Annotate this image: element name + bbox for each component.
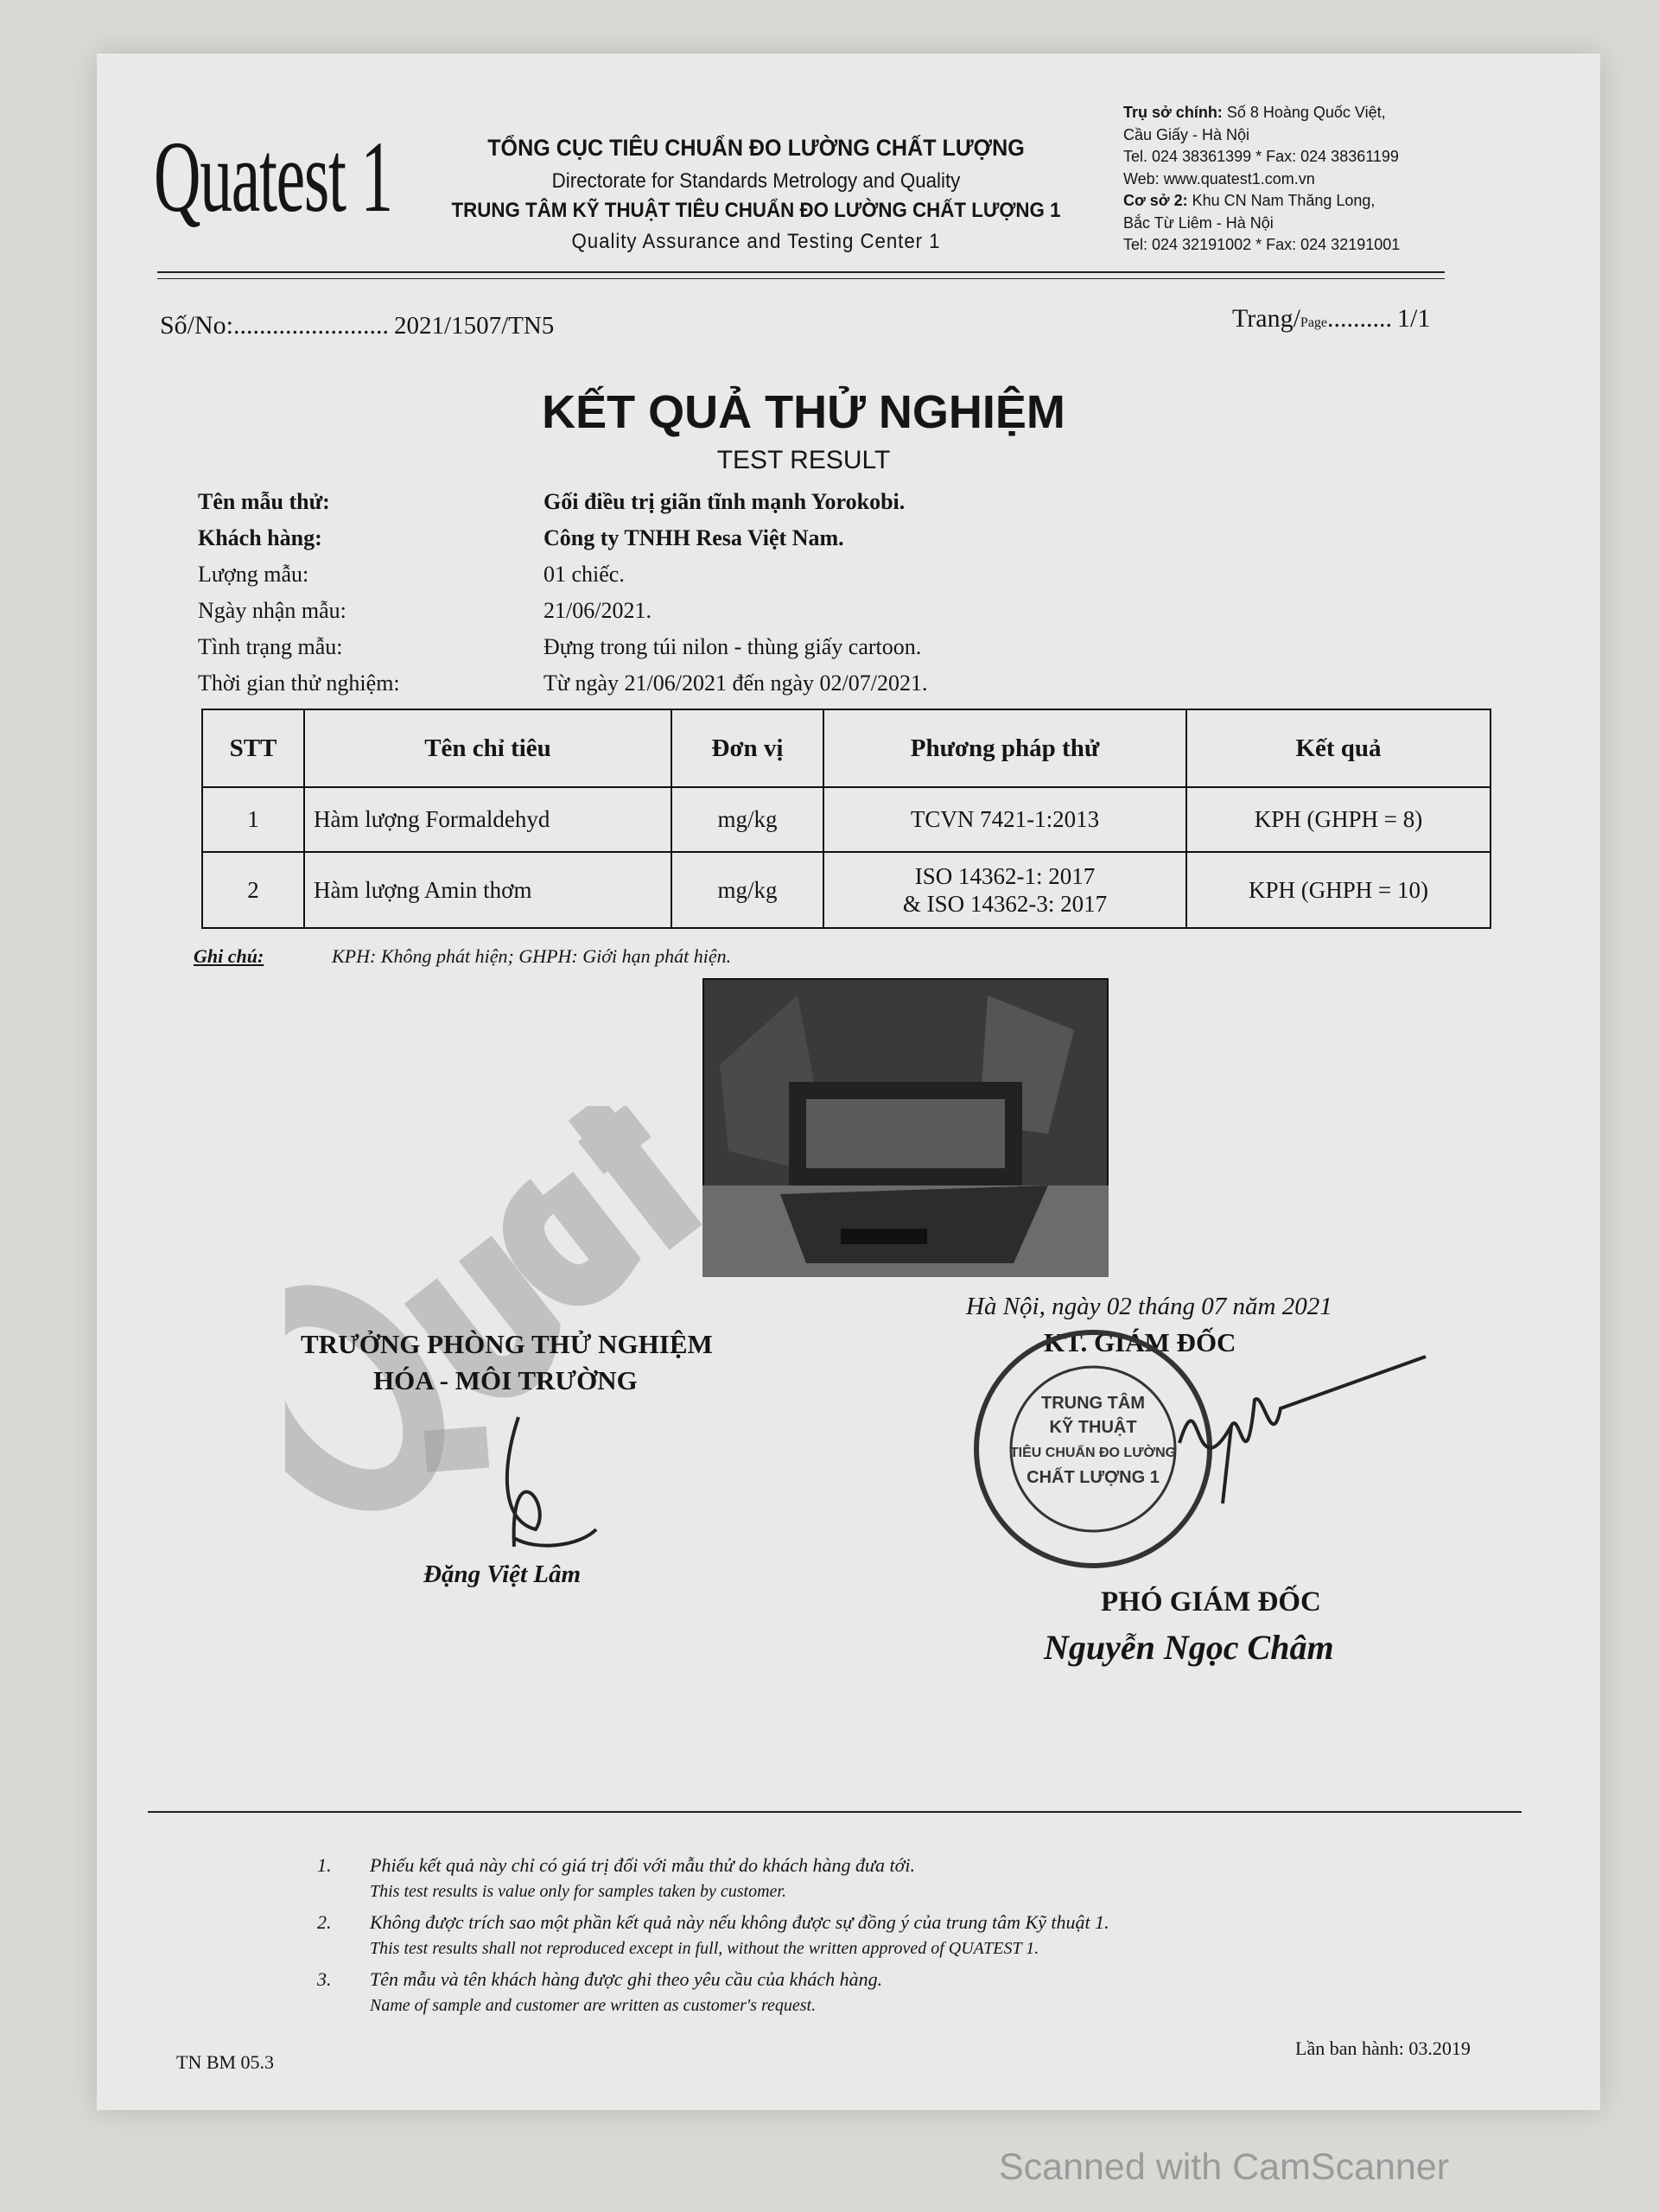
footer-rule [148,1811,1522,1813]
col-header: Tên chỉ tiêu [304,709,671,787]
dots: .......... [1327,304,1393,333]
document-title: KẾT QUẢ THỬ NGHIỆM [542,386,1065,438]
info-row [198,665,928,702]
address-label: Cơ sở 2: [1123,192,1188,209]
address-text: Bắc Từ Liêm - Hà Nội [1123,213,1274,232]
left-signer-dept: HÓA - MÔI TRƯỜNG [373,1365,638,1395]
footer-note-vi: Không được trích sao một phần kết quả này nếu không được sự đồng ý của trung tâm Kỹ thuật 1. [370,1911,1109,1933]
camscanner-watermark: Scanned with CamScanner [999,2146,1450,2188]
page-label-small: Page [1300,315,1328,330]
footer-note-vi: Tên mẫu và tên khách hàng được ghi theo yêu cầu của khách hàng. [370,1968,883,1990]
org-line-4: Quality Assurance and Testing Center 1 [571,230,941,253]
right-signature [1179,1357,1426,1448]
method-line: & ISO 14362-3: 2017 [902,891,1108,917]
footer-note-en: This test results is value only for samples taken by customer. [370,1882,786,1901]
info-value: 01 chiếc. [543,562,625,587]
dots: ........................ [233,311,390,340]
info-value: 21/06/2021. [543,598,652,623]
address-text: Số 8 Hoàng Quốc Việt, [1222,104,1386,121]
page-label: Trang/ [1232,304,1300,333]
info-row [198,629,928,665]
stamp-text: CHẤT LƯỢNG 1 [1027,1468,1160,1487]
page-value: 1/1 [1397,304,1431,333]
doc-number-value: 2021/1507/TN5 [394,312,555,340]
header-rule [157,278,1445,279]
cell-name: Hàm lượng Amin thơm [304,852,671,928]
right-signer-prefix: KT. GIÁM ĐỐC [1044,1327,1236,1357]
doc-number-label: Số/No: [160,311,234,340]
info-value: Công ty TNHH Resa Việt Nam. [543,525,844,550]
footer-note-number: 3. [317,1968,332,1990]
web-text: Web: www.quatest1.com.vn [1123,169,1315,188]
quatest-logo: Quatest 1 [154,120,392,233]
cell-result: KPH (GHPH = 8) [1186,787,1491,852]
left-signature [484,1408,622,1555]
info-value: Từ ngày 21/06/2021 đến ngày 02/07/2021. [543,671,928,696]
issue-version: Lần ban hành: 03.2019 [1295,2037,1471,2059]
note-label: Ghi chú: [194,945,264,967]
right-signer-name: Nguyễn Ngọc Châm [1044,1628,1334,1667]
footer-note-number: 1. [317,1854,332,1876]
info-row [198,484,928,520]
col-header: Phương pháp thử [823,709,1186,787]
org-line-3: TRUNG TÂM KỸ THUẬT TIÊU CHUẨN ĐO LƯỜNG CHẤT LƯỢNG 1 [451,199,1061,222]
table-header [202,709,1491,787]
info-label: Lượng mẫu: [198,562,309,587]
results-table [201,709,1491,929]
cell-stt: 2 [202,852,304,928]
cell-method: TCVN 7421-1:2013 [823,787,1186,852]
info-label: Khách hàng: [198,525,322,550]
col-header: Kết quả [1186,709,1491,787]
info-label: Tình trạng mẫu: [198,634,343,659]
cell-name: Hàm lượng Formaldehyd [304,787,671,852]
stamp-text: TRUNG TÂM [1041,1394,1145,1413]
info-value: Gối điều trị giãn tĩnh mạnh Yorokobi. [543,489,906,514]
phone-text: Tel: 024 32191002 * Fax: 024 32191001 [1123,236,1401,253]
note-text: KPH: Không phát hiện; GHPH: Giới hạn phát hiện. [332,945,732,967]
footer-note-en: This test results shall not reproduced except in full, without the written approved of QUATEST 1. [370,1939,1039,1958]
table-row [202,787,1491,852]
signing-date: Hà Nội, ngày 02 tháng 07 năm 2021 [966,1293,1332,1320]
header-rule [157,271,1445,273]
info-label: Thời gian thử nghiệm: [198,671,400,696]
footer-note-vi: Phiếu kết quả này chỉ có giá trị đối với mẫu thử do khách hàng đưa tới. [370,1854,915,1876]
info-label: Ngày nhận mẫu: [198,598,346,623]
left-signer-name: Đặng Việt Lâm [423,1560,582,1588]
sample-photo [702,978,1109,1277]
org-line-1: TỔNG CỤC TIÊU CHUẨN ĐO LƯỜNG CHẤT LƯỢNG [487,135,1025,161]
footer-note-en: Name of sample and customer are written as customer's request. [370,1996,817,2015]
stamp-text: KỸ THUẬT [1049,1418,1137,1437]
cell-result: KPH (GHPH = 10) [1186,852,1491,928]
info-row [198,593,928,629]
info-row [198,556,928,593]
table-row [202,852,1491,928]
info-label: Tên mẫu thử: [198,489,330,514]
org-line-2: Directorate for Standards Metrology and Quality [551,169,961,193]
address-label: Trụ sở chính: [1123,104,1223,121]
info-row [198,520,928,556]
sample-info [198,484,928,702]
page-number [1232,304,1430,334]
col-header: STT [202,709,304,787]
cell-stt: 1 [202,787,304,852]
official-stamp [968,1322,1434,1573]
method-line: ISO 14362-1: 2017 [914,863,1096,889]
footer-note-number: 2. [317,1911,332,1933]
cell-method [823,852,1186,928]
cell-unit: mg/kg [671,852,823,928]
address-text: Khu CN Nam Thăng Long, [1187,192,1376,209]
doc-number [160,311,554,340]
cell-unit: mg/kg [671,787,823,852]
address-block [1123,102,1400,257]
form-code: TN BM 05.3 [176,2051,275,2073]
stamp-text: TIÊU CHUẨN ĐO LƯỜNG [1009,1446,1177,1460]
info-value: Đựng trong túi nilon - thùng giấy cartoon. [543,634,922,659]
left-signer-title: TRƯỞNG PHÒNG THỬ NGHIỆM [301,1329,713,1359]
address-text: Cầu Giấy - Hà Nội [1123,125,1250,143]
col-header: Đơn vị [671,709,823,787]
phone-text: Tel. 024 38361399 * Fax: 024 38361199 [1123,148,1399,165]
document-subtitle: TEST RESULT [716,446,891,474]
right-signer-title: PHÓ GIÁM ĐỐC [1101,1586,1321,1618]
